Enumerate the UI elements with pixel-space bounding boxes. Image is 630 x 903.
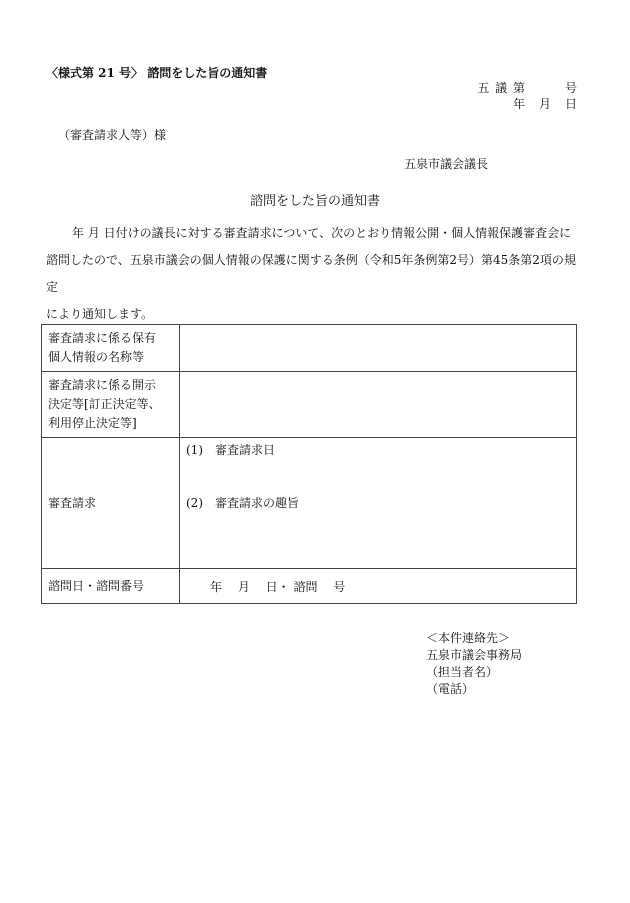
row4-label [42,569,180,604]
row1-label-line1: 審査請求に係る保有 [48,331,157,345]
table-row [42,438,577,569]
document-number: 五 議 第 号 [477,81,578,95]
table-row [42,569,577,604]
body-line-2: 諮問したので、五泉市議会の個人情報の保護に関する条例（令和5年条例第2号）第45条第2項の規定 [46,253,576,294]
row2-value[interactable] [180,372,577,438]
row1-label-line2: 個人情報の名称等 [48,350,145,364]
body-paragraph [46,220,586,328]
body-line-3: により通知します。 [46,307,154,321]
request-date-item: (1) 審査請求日 [186,443,275,457]
document-title: 諮問をした旨の通知書 [249,194,380,209]
row2-label-line1: 審査請求に係る開示 [48,378,157,392]
contact-heading: ＜本件連絡先＞ [426,631,511,645]
contact-office: 五泉市議会事務局 [426,648,523,662]
consultation-date-number[interactable]: 年 月 日・ 諮問 号 [180,569,577,604]
table-row [42,372,577,438]
addressee: （審査請求人等）様 [58,128,167,142]
row2-label-line2: 決定等[訂正決定等、 [48,397,161,411]
contact-phone: （電話） [426,682,475,696]
request-details-table [41,324,577,604]
contact-block [426,630,522,698]
row2-label [42,372,180,438]
body-line-1: 年 月 日付けの議長に対する審査請求について、次のとおり情報公開・個人情報保護審査会に [72,226,572,240]
row2-label-line3: 利用停止決定等] [48,416,137,430]
form-number: 〈様式第 21 号〉 諮問をした旨の通知書 [46,66,268,80]
row4-label-text: 諮問日・諮問番号 [48,578,145,593]
table-row [42,325,577,372]
row3-label [42,438,180,569]
row1-label [42,325,180,372]
document-date: 年 月 日 [512,97,578,111]
sender: 五泉市議会議長 [404,157,489,171]
row1-value[interactable] [180,325,577,372]
contact-person: （担当者名） [426,665,499,679]
row3-label-text: 審査請求 [48,495,97,510]
row3-value[interactable] [180,438,577,569]
request-purpose-item: (2) 審査請求の趣旨 [186,496,299,510]
